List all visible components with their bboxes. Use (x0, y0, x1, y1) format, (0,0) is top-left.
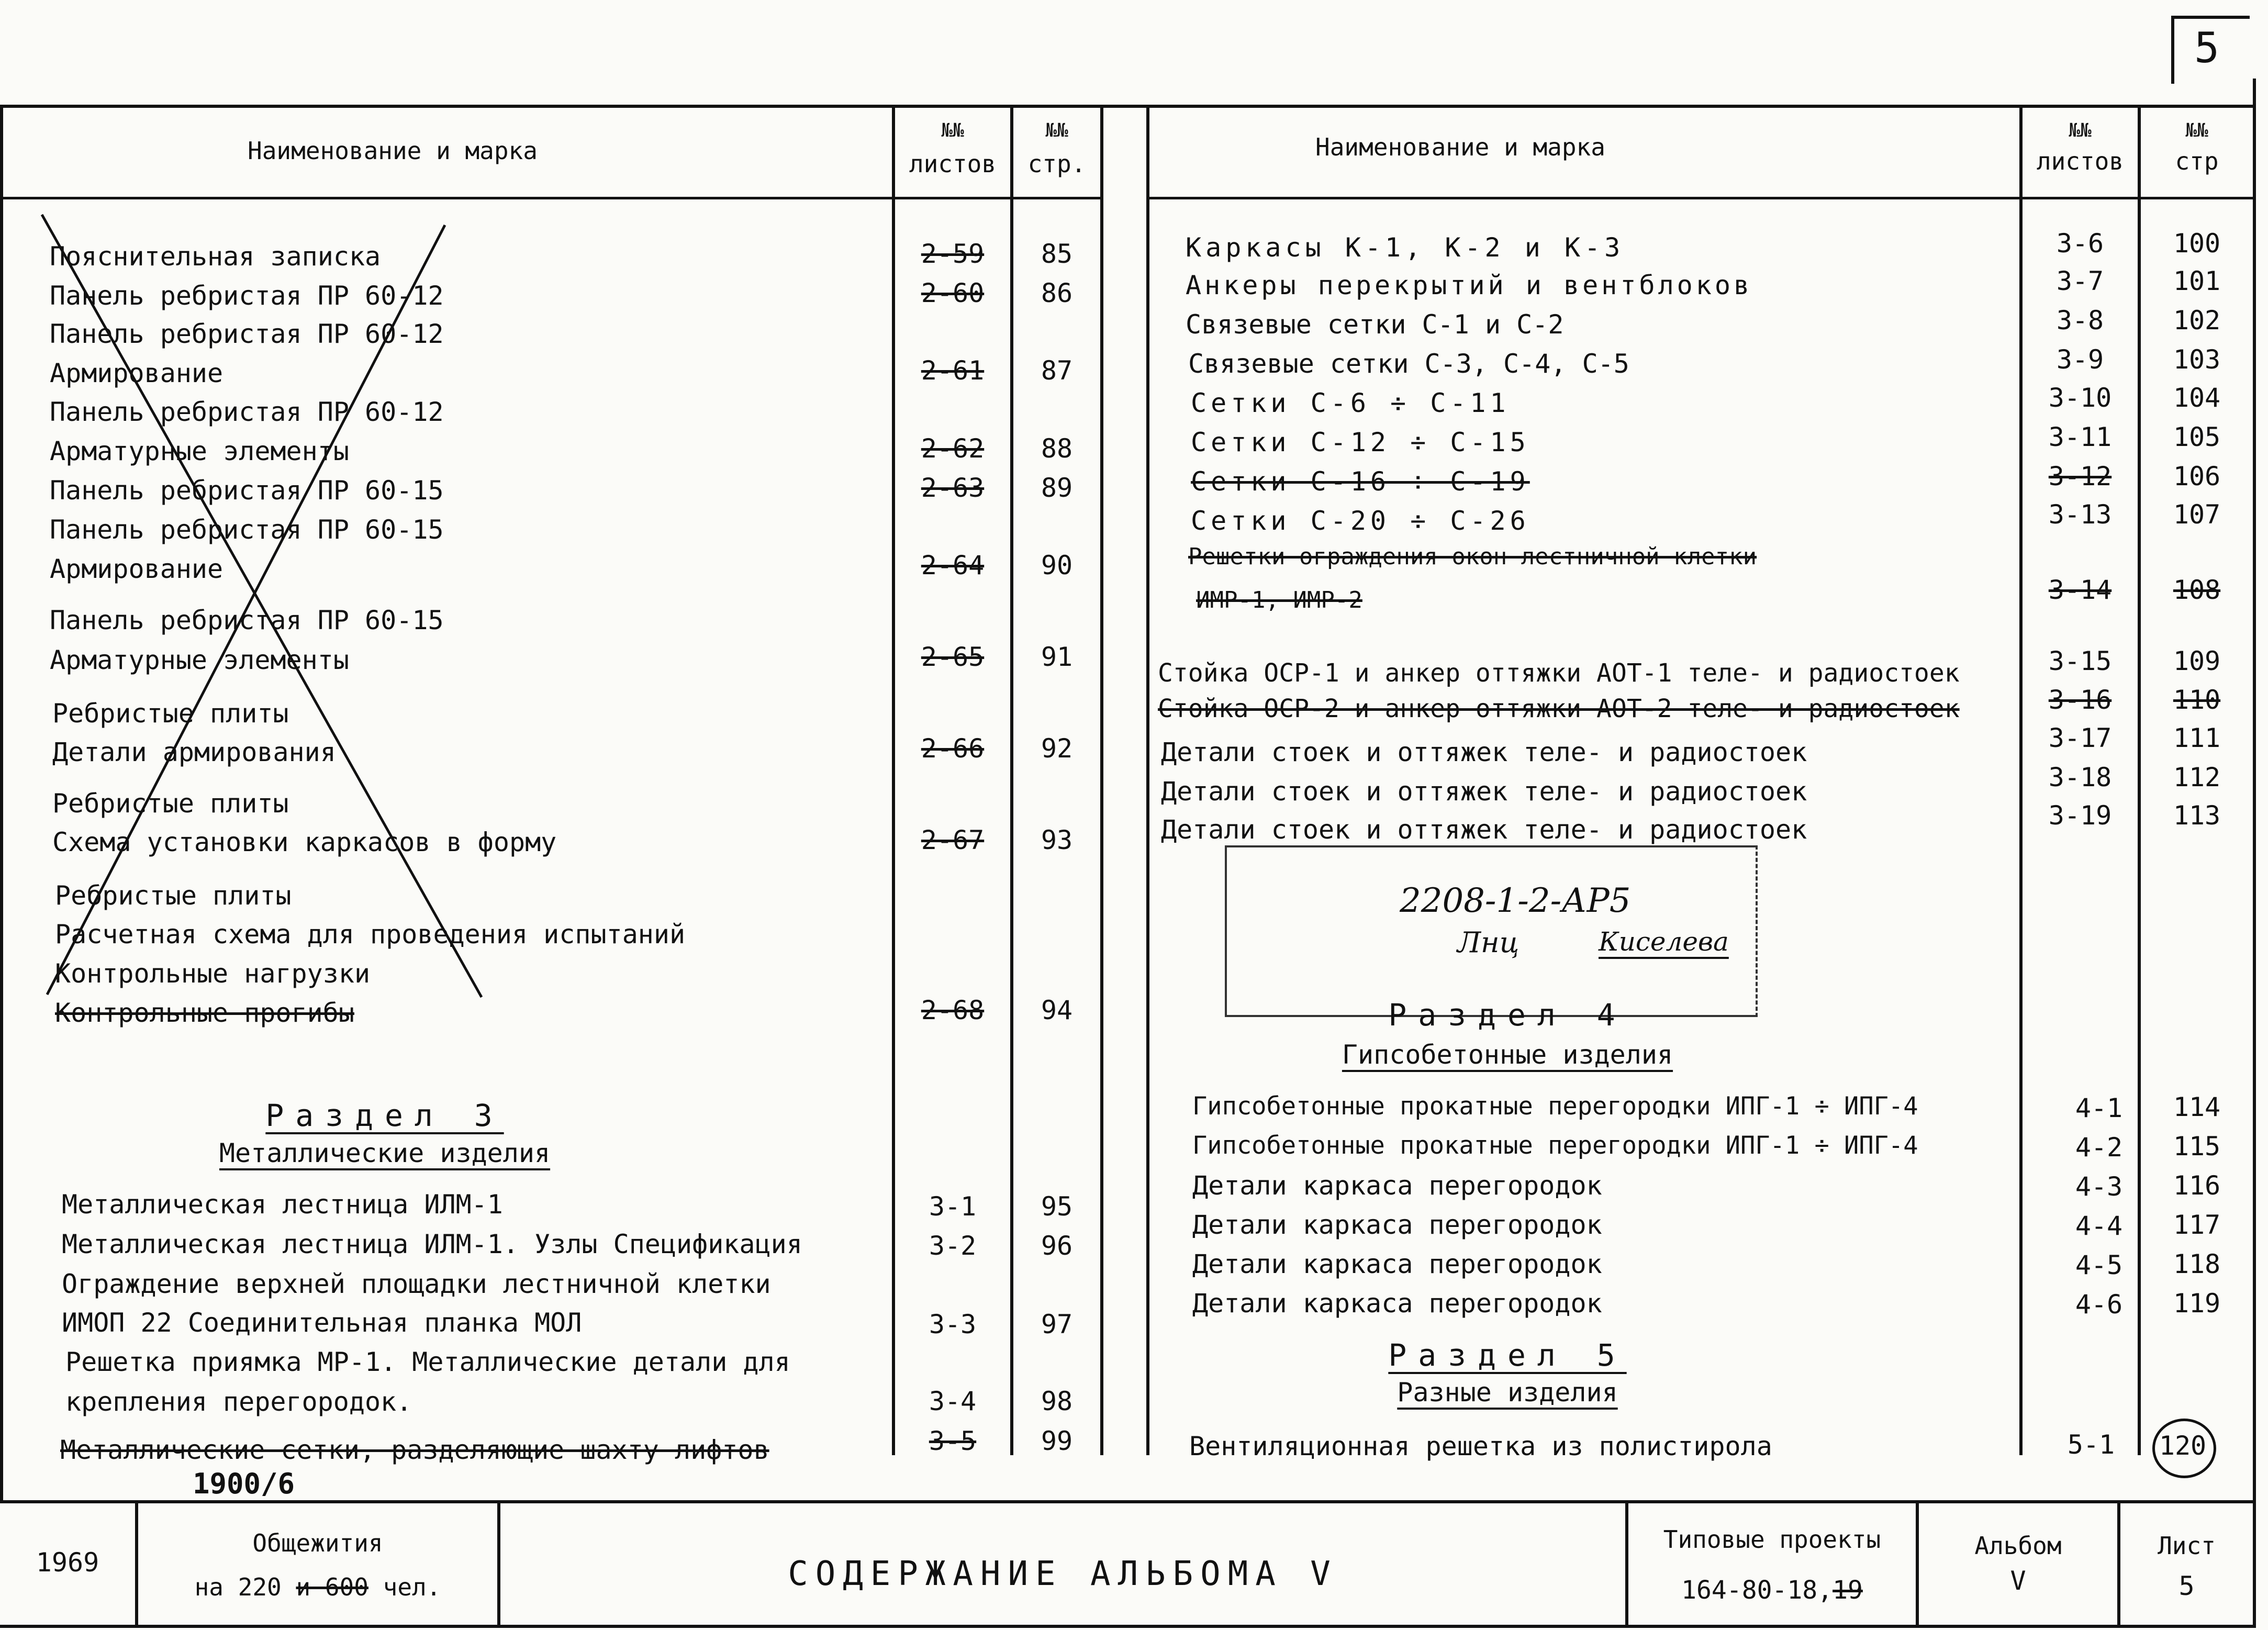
list-item: Металлические сетки, разделяющие шахту лифтов (60, 1435, 769, 1465)
page-ref: 102 (2173, 305, 2221, 336)
list-item: Сетки С-16 ÷ С-19 (1191, 466, 1530, 497)
list-item: Панель ребристая ПР 60-15 (50, 605, 444, 635)
list-item: Связевые сетки С-3, С-4, С-5 (1188, 349, 1629, 379)
footer-div-3 (1625, 1500, 1628, 1628)
sheet-number: 2-63 (921, 473, 985, 503)
page-ref: 108 (2173, 575, 2221, 605)
list-item: Расчетная схема для проведения испытаний (55, 919, 686, 950)
page-ref: 106 (2173, 461, 2221, 492)
frame-right-line (2253, 79, 2256, 1628)
sheet-number: 3-10 (2048, 383, 2112, 413)
list-item: Армирование (50, 554, 224, 584)
page-ref: 111 (2173, 723, 2221, 753)
list-item: Детали каркаса перегородок (1192, 1210, 1602, 1240)
list-item: Панель ребристая ПР 60-15 (50, 475, 444, 506)
page-ref: 120 (2159, 1431, 2207, 1461)
list-item: Металлическая лестница ИЛМ-1 (62, 1189, 503, 1220)
page-ref: 105 (2173, 422, 2221, 452)
page-ref: 112 (2173, 762, 2221, 792)
page-number-box-left (2171, 16, 2174, 84)
sheet-number: 2-60 (921, 278, 985, 308)
footer-projects-label: Типовые проекты (1663, 1525, 1881, 1554)
sheet-number: 3-16 (2048, 685, 2112, 715)
page-ref: 98 (1041, 1386, 1073, 1416)
page-ref: 93 (1041, 825, 1073, 855)
sheet-number: 3-15 (2048, 646, 2112, 676)
sheet-number: 3-6 (2056, 228, 2104, 259)
page-ref: 100 (2173, 228, 2221, 259)
list-item: Детали каркаса перегородок (1192, 1249, 1602, 1279)
footer-sheet-label: Лист (2158, 1532, 2216, 1560)
sheet-number: 2-67 (921, 825, 985, 855)
footer-object-line1: Общежития (252, 1529, 383, 1557)
list-item: крепления перегородок. (65, 1387, 412, 1417)
sheet-number: 3-13 (2048, 499, 2112, 530)
list-item: Контрольные прогибы (55, 998, 354, 1028)
page-ref: 96 (1041, 1231, 1073, 1261)
sheet-number: 3-17 (2048, 723, 2112, 753)
left-header-sheets-2: листов (909, 150, 997, 178)
list-item: Ребристые плиты (52, 788, 289, 819)
sheet-number: 3-1 (929, 1191, 977, 1222)
page-ref: 118 (2173, 1249, 2221, 1279)
page-ref: 103 (2173, 344, 2221, 375)
page-ref: 101 (2173, 266, 2221, 296)
cross-out-mark (0, 0, 523, 1047)
left-header-pages-2: стр. (1027, 150, 1086, 178)
list-item: Связевые сетки С-1 и С-2 (1186, 309, 1564, 340)
list-item: Детали армирования (52, 737, 336, 767)
stamp-signature-2: Киселева (1599, 926, 1729, 957)
sheet-number: 3-7 (2056, 266, 2104, 296)
list-item: Контрольные нагрузки (55, 958, 371, 989)
left-header-sheets-1: №№ (941, 120, 964, 141)
section-4-title: Раздел 4 (1388, 997, 1627, 1033)
list-item: Стойка ОСР-2 и анкер оттяжки АОТ-2 теле- и радиостоек (1158, 694, 1960, 723)
page-number: 5 (2194, 24, 2220, 72)
list-item: Гипсобетонные прокатные перегородки ИПГ-1 ÷ ИПГ-4 (1192, 1131, 1918, 1160)
sheet-number: 4-1 (2075, 1093, 2123, 1123)
sheet-number: 2-64 (921, 550, 985, 580)
footer-div-5 (2117, 1500, 2120, 1628)
list-item: Панель ребристая ПР 60-15 (50, 515, 444, 545)
sheet-number: 3-18 (2048, 762, 2112, 792)
right-header-pages-2: стр (2175, 147, 2219, 175)
page-ref: 89 (1041, 473, 1073, 503)
list-item: Анкеры перекрытий и вентблоков (1186, 270, 1753, 300)
page-ref: 86 (1041, 278, 1073, 308)
handwritten-note: 1900/6 (193, 1467, 295, 1500)
list-item: Панель ребристая ПР 60-12 (50, 397, 444, 427)
list-item: Вентиляционная решетка из полистирола (1189, 1431, 1772, 1461)
footer-album-label: Альбом (1974, 1532, 2062, 1560)
list-item: Арматурные элементы (50, 645, 349, 675)
sheet-number: 3-9 (2056, 344, 2104, 375)
page-ref: 95 (1041, 1191, 1073, 1222)
sheet-number: 4-4 (2075, 1211, 2123, 1241)
sheet-number: 5-1 (2067, 1430, 2115, 1460)
sheet-number: 3-8 (2056, 305, 2104, 336)
left-table-right-line (1100, 105, 1103, 1455)
sheet-number: 2-61 (921, 355, 985, 386)
right-table-left-line (1146, 105, 1149, 1455)
stamp-code: 2208-1-2-АР5 (1400, 881, 1631, 920)
list-item: Сетки С-12 ÷ С-15 (1191, 427, 1530, 457)
page-number-box-top (2171, 16, 2250, 19)
section-4-subtitle: Гипсобетонные изделия (1342, 1040, 1673, 1070)
list-item: Детали каркаса перегородок (1192, 1288, 1602, 1319)
sheet-number: 4-2 (2075, 1132, 2123, 1163)
list-item: Стойка ОСР-1 и анкер оттяжки АОТ-1 теле- и радиостоек (1158, 658, 1960, 688)
sheet-number: 2-59 (921, 239, 985, 269)
left-header-name: Наименование и марка (248, 137, 538, 165)
page-ref: 104 (2173, 383, 2221, 413)
page-ref: 107 (2173, 499, 2221, 530)
list-item: Ребристые плиты (52, 698, 289, 729)
stamp-signature-1: Лнц (1457, 926, 1520, 959)
list-item: Решетки ограждения окон лестничной клетки (1188, 543, 1757, 570)
section-3-subtitle: Металлические изделия (219, 1138, 551, 1168)
page-ref: 87 (1041, 355, 1073, 386)
sheet-number: 3-4 (929, 1386, 977, 1416)
list-item: Детали стоек и оттяжек теле- и радиостоек (1161, 737, 1807, 767)
page-ref: 110 (2173, 685, 2221, 715)
page-ref: 119 (2173, 1288, 2221, 1319)
footer-projects-number: 164-80-18, (1681, 1576, 1833, 1605)
list-item: Ребристые плиты (55, 880, 292, 911)
sheet-number: 2-62 (921, 433, 985, 464)
footer-object-line2 (138, 1573, 497, 1601)
list-item: Металлическая лестница ИЛМ-1. Узлы Спецификация (62, 1229, 802, 1259)
section-3-title: Раздел 3 (265, 1098, 504, 1133)
right-header-sheets-2: листов (2036, 147, 2124, 175)
list-item: Сетки С-20 ÷ С-26 (1191, 506, 1530, 536)
footer-object-unit: чел. (383, 1573, 441, 1601)
sheet-number: 3-14 (2048, 575, 2112, 605)
list-item: Гипсобетонные прокатные перегородки ИПГ-1 ÷ ИПГ-4 (1192, 1092, 1918, 1121)
section-5-subtitle: Разные изделия (1397, 1377, 1618, 1408)
footer-div-1 (135, 1500, 138, 1628)
list-item: ИМР-1, ИМР-2 (1196, 587, 1362, 613)
page-ref: 90 (1041, 550, 1073, 580)
page-ref: 116 (2173, 1170, 2221, 1201)
footer-object-struck: и 600 (296, 1573, 368, 1601)
sheet-number: 4-5 (2075, 1250, 2123, 1280)
sheet-number: 3-11 (2048, 422, 2112, 452)
left-header-pages-1: №№ (1045, 120, 1068, 141)
page-ref: 117 (2173, 1210, 2221, 1240)
list-item: Панель ребристая ПР 60-12 (50, 319, 444, 349)
approval-stamp (1225, 845, 1758, 1017)
sheet-number: 3-19 (2048, 800, 2112, 831)
sheet-number: 2-66 (921, 733, 985, 764)
right-header-line (1146, 197, 2256, 199)
list-item: Арматурные элементы (50, 436, 349, 466)
footer-projects-struck: 19 (1833, 1576, 1863, 1605)
footer-year: 1969 (36, 1547, 99, 1578)
sheet-number: 4-3 (2075, 1171, 2123, 1202)
page-ref: 88 (1041, 433, 1073, 464)
footer-title: СОДЕРЖАНИЕ АЛЬБОМА V (788, 1555, 1338, 1593)
list-item: Схема установки каркасов в форму (52, 827, 557, 857)
sheet-number: 3-12 (2048, 461, 2112, 492)
sheet-number: 3-2 (929, 1231, 977, 1261)
page-ref: 92 (1041, 733, 1073, 764)
sheet-number: 2-68 (921, 995, 985, 1025)
footer-object-count: на 220 (194, 1573, 282, 1601)
page-ref: 94 (1041, 995, 1073, 1025)
page-ref: 114 (2173, 1092, 2221, 1122)
list-item: Детали стоек и оттяжек теле- и радиостоек (1161, 814, 1807, 845)
right-header-sheets-1: №№ (2069, 120, 2092, 141)
list-item: Детали каркаса перегородок (1192, 1170, 1602, 1201)
list-item: Панель ребристая ПР 60-12 (50, 281, 444, 311)
footer-sheet-value: 5 (2178, 1571, 2195, 1601)
page-ref: 91 (1041, 642, 1073, 672)
list-item: Детали стоек и оттяжек теле- и радиостоек (1161, 776, 1807, 807)
footer-album-value: V (2010, 1566, 2026, 1596)
list-item: Армирование (50, 358, 224, 388)
page-ref: 113 (2173, 800, 2221, 831)
page-ref: 85 (1041, 239, 1073, 269)
page-ref: 109 (2173, 646, 2221, 676)
footer-projects-value (1628, 1576, 1916, 1605)
page-ref: 97 (1041, 1309, 1073, 1339)
sheet-number: 3-3 (929, 1309, 977, 1339)
sheet-number: 4-6 (2075, 1289, 2123, 1320)
list-item: Сетки С-6 ÷ С-11 (1191, 388, 1510, 418)
list-item: ИМОП 22 Соединительная планка МОЛ (62, 1308, 582, 1338)
list-item: Каркасы К-1, К-2 и К-3 (1186, 232, 1625, 263)
sheet-number: 2-65 (921, 642, 985, 672)
page-ref: 115 (2173, 1131, 2221, 1162)
page-ref: 99 (1041, 1426, 1073, 1456)
right-header-pages-1: №№ (2185, 120, 2208, 141)
list-item: Ограждение верхней площадки лестничной клетки (62, 1269, 771, 1299)
list-item: Решетка приямка МР-1. Металлические детали для (65, 1347, 790, 1377)
sheet-number: 3-5 (929, 1426, 977, 1456)
list-item: Пояснительная записка (50, 241, 381, 272)
section-5-title: Раздел 5 (1388, 1337, 1627, 1373)
footer-div-4 (1916, 1500, 1919, 1628)
right-header-name: Наименование и марка (1315, 133, 1605, 161)
